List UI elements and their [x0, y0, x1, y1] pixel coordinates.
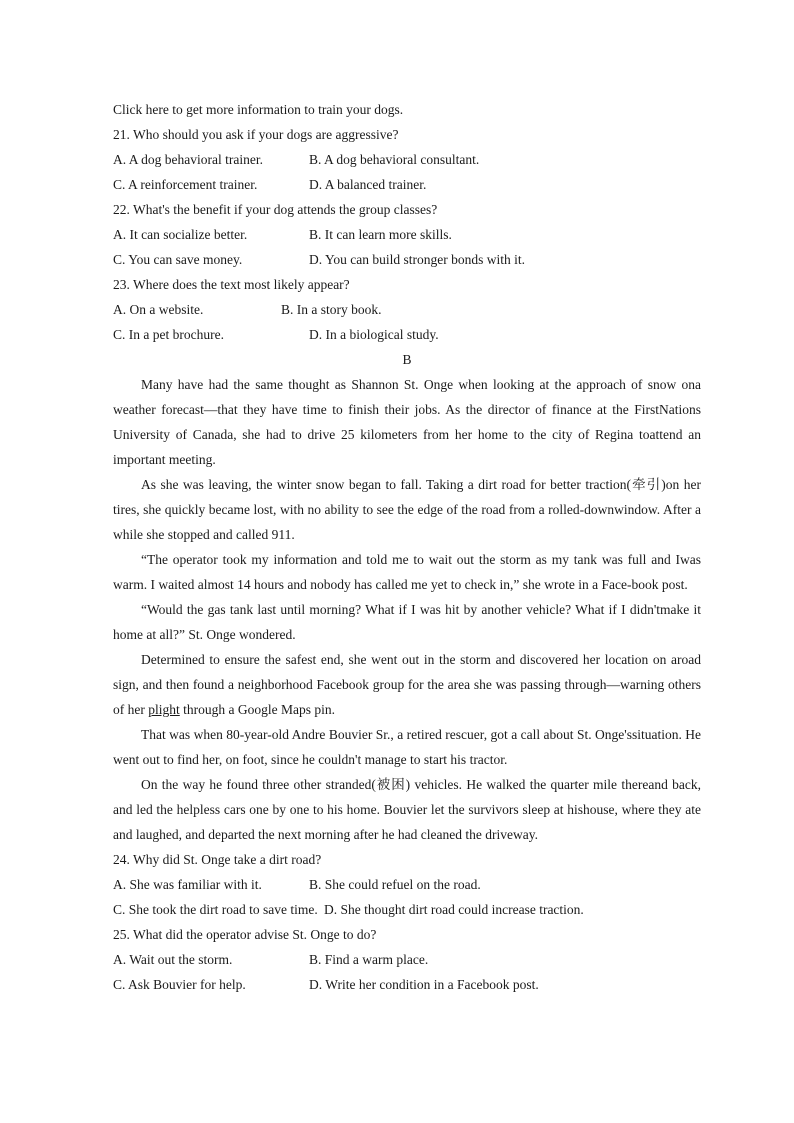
passage-paragraph-4: “Would the gas tank last until morning? What if I was hit by another vehicle? What if I didn'tmake it home at all?” St. Onge wondered. [113, 602, 701, 642]
question-21-options-cd [113, 172, 701, 197]
question-23-stem: 23. Where does the text most likely appear? [113, 277, 350, 292]
question-25-stem: 25. What did the operator advise St. Onge to do? [113, 927, 377, 942]
question-21-stem: 21. Who should you ask if your dogs are aggressive? [113, 127, 399, 142]
question-21-option-a: A. A dog behavioral trainer. [113, 152, 263, 167]
question-22-options-cd [113, 247, 701, 272]
question-22-option-d: D. You can build stronger bonds with it. [309, 252, 525, 267]
section-b-heading: B [402, 352, 412, 367]
question-24-option-a: A. She was familiar with it. [113, 877, 262, 892]
question-23-option-d: D. In a biological study. [309, 327, 439, 342]
question-25-option-b: B. Find a warm place. [309, 952, 429, 967]
passage-paragraph-6: That was when 80-year-old Andre Bouvier Sr., a retired rescuer, got a call about St. Onge'ssituation. He went out to find her, on foot, since he couldn't manage to start his tractor. [113, 727, 701, 767]
question-24-stem: 24. Why did St. Onge take a dirt road? [113, 852, 322, 867]
question-23-option-c: C. In a pet brochure. [113, 327, 224, 342]
underlined-word-plight: plight [148, 702, 180, 717]
question-25-options-ab [113, 947, 701, 972]
question-25-option-a: A. Wait out the storm. [113, 952, 233, 967]
question-24-option-c: C. She took the dirt road to save time. [113, 902, 318, 917]
question-21-option-c: C. A reinforcement trainer. [113, 177, 258, 192]
question-22-option-a: A. It can socialize better. [113, 227, 248, 242]
intro-line: Click here to get more information to train your dogs. [113, 102, 404, 117]
question-21-options-ab [113, 147, 701, 172]
passage-paragraph-5 [113, 647, 701, 722]
passage-paragraph-7: On the way he found three other stranded(被困) vehicles. He walked the quarter mile thereand back, and led the helpless cars one by one to his home. Bouvier let the survivors sleep at hishouse, where they ate and laughed, and departed the next morning after he had cleaned the driveway. [113, 777, 701, 842]
passage-paragraph-5-end: through a Google Maps pin. [179, 702, 335, 717]
question-23-option-a: A. On a website. [113, 302, 204, 317]
question-24-options-cd [113, 897, 701, 922]
passage-paragraph-3: “The operator took my information and told me to wait out the storm as my tank was full and Iwas warm. I waited almost 14 hours and nobody has called me yet to check in,” she wrote in a Face-book post. [113, 552, 701, 592]
question-22-option-c: C. You can save money. [113, 252, 243, 267]
question-24-options-ab [113, 872, 701, 897]
question-21-option-d: D. A balanced trainer. [309, 177, 427, 192]
exam-page [113, 97, 701, 997]
passage-paragraph-5-start: Determined to ensure the safest end, she went out in the storm and discovered her location on aroad sign, and then found a neighborhood Facebook group for the area she was passing through—warning others of her [113, 652, 701, 717]
question-22-options-ab [113, 222, 701, 247]
question-23-options-ab [113, 297, 701, 322]
question-25-options-cd [113, 972, 701, 997]
question-23-options-cd [113, 322, 701, 347]
question-21-option-b: B. A dog behavioral consultant. [309, 152, 480, 167]
passage-paragraph-1: Many have had the same thought as Shannon St. Onge when looking at the approach of snow ona weather forecast—that they have time to finish their jobs. As the director of finance at the FirstNations University of Canada, she had to drive 25 kilometers from her home to the city of Regina toattend an important meeting. [113, 377, 701, 467]
question-24-option-d: D. She thought dirt road could increase traction. [324, 902, 584, 917]
question-25-option-d: D. Write her condition in a Facebook post. [309, 977, 539, 992]
question-25-option-c: C. Ask Bouvier for help. [113, 977, 246, 992]
question-22-option-b: B. It can learn more skills. [309, 227, 452, 242]
question-24-option-b: B. She could refuel on the road. [309, 877, 481, 892]
passage-paragraph-2: As she was leaving, the winter snow began to fall. Taking a dirt road for better traction(牵引)on her tires, she quickly became lost, with no ability to see the edge of the road from a rolled-downwindow. After a while she stopped and called 911. [113, 477, 701, 542]
question-23-option-b: B. In a story book. [281, 302, 382, 317]
question-22-stem: 22. What's the benefit if your dog attends the group classes? [113, 202, 438, 217]
